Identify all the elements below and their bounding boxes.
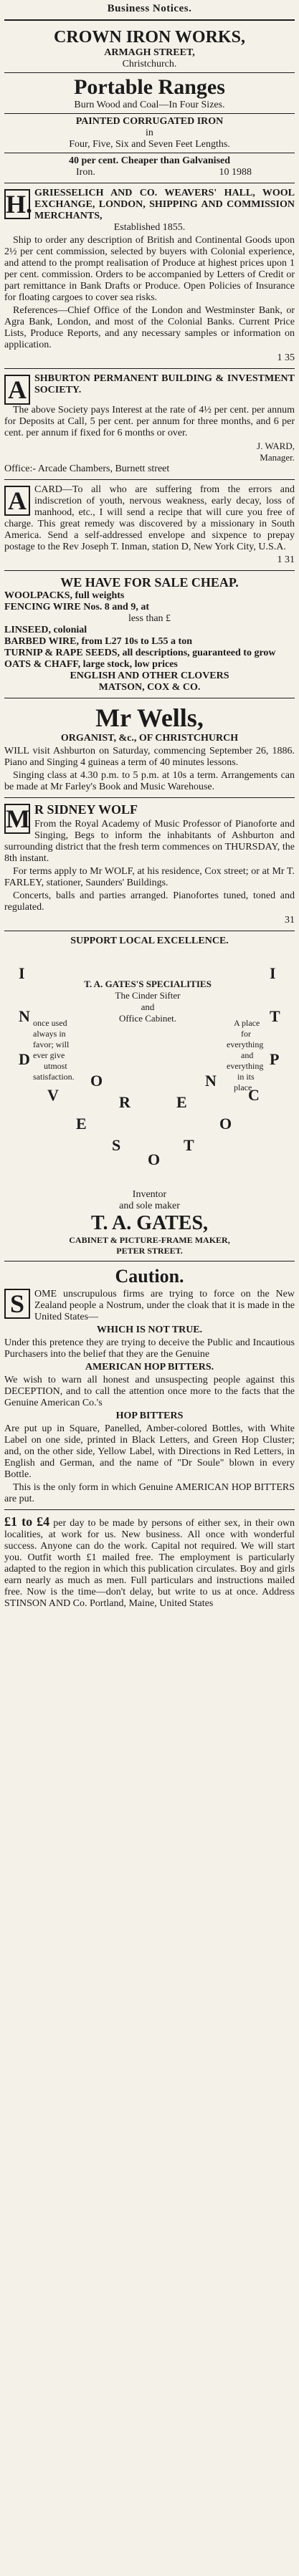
wolf-concerts: Concerts, balls and parties arranged. Pianofortes tuned, toned and regulated.	[4, 890, 295, 913]
gates-letter: D	[19, 1050, 30, 1068]
gates-col1: The Cinder Sifter	[115, 990, 181, 1001]
gates-right-note: and	[241, 1050, 254, 1060]
sale-l6: TURNIP & RAPE SEEDS, all descriptions, guaranteed to grow	[4, 648, 276, 658]
gates-street: PETER STREET.	[116, 1246, 183, 1256]
griesselich-intro: GRIESSELICH AND CO. WEAVERS' HALL, WOOL EXCHANGE, LONDON, SHIPPING AND COMMISSION MERCHANTS,	[34, 188, 295, 221]
gates-letter: R	[119, 1093, 130, 1111]
money-amount: £1 to £4	[4, 1514, 50, 1529]
gates-letter: O	[219, 1115, 232, 1133]
crown-line3: Christchurch.	[122, 59, 177, 69]
sale-l8: ENGLISH AND OTHER CLOVERS	[70, 671, 229, 681]
card-ad	[4, 484, 295, 566]
gates-diamond	[4, 950, 295, 1186]
header-rule	[4, 19, 295, 21]
caution-p5: We wish to warn all honest and unsuspecting people against this DECEPTION, and to call the attention once more to the facts that the Genuine American Co.'s	[4, 1375, 295, 1408]
gates-letter: I	[19, 964, 25, 982]
gates-sub: T. A. GATES'S SPECIALITIES	[84, 979, 212, 989]
ashburton-office: Office:- Arcade Chambers, Burnett street	[4, 463, 170, 474]
wolf-title: R SIDNEY WOLF	[34, 802, 138, 817]
caution-p7: Are put up in Square, Panelled, Amber-colored Bottles, with White Label on one side, printed in Black Letters, and Green Hop Cluster; and, on the other side, Yellow Label, with Directions in Red Letters, in English and German, and the name of "Dr Soule" blown in every Bottle.	[4, 1423, 295, 1480]
gates-letter: S	[112, 1136, 121, 1154]
caution-ad	[4, 1266, 295, 1505]
gates-col2: Office Cabinet.	[119, 1013, 176, 1024]
sale-l5: BARBED WIRE, from L27 10s to L55 a ton	[4, 636, 193, 647]
caution-title: Caution.	[115, 1266, 184, 1287]
gates-letter: O	[90, 1072, 103, 1090]
sale-ad	[4, 575, 295, 693]
crown-line5: Four, Five, Six and Seven Feet Lengths.	[69, 139, 230, 150]
crown-divider-1	[4, 72, 295, 73]
gates-letter: C	[248, 1086, 260, 1104]
gates-left-note: ever give	[33, 1050, 65, 1060]
gates-letter: N	[19, 1007, 30, 1025]
gates-right-note: for	[241, 1029, 251, 1039]
gates-bottom1: Inventor	[132, 1189, 167, 1200]
money-body: per day to be made by persons of either sex, in their own localities, at work for us. New business. All once with wonderful success. Anyone can do the work. Capital not required. We will start you. Outfit worth £1 mailed free. The employment is particularly adapted to the region in which this publication circulates. Boy and girls earn nearly as much as men. Full particulars and instructions mailed free. Now is the time—don't delay, but write to us at once. Address STINSON AND Co. Portland, Maine, United States	[4, 1518, 295, 1609]
caution-p3: Under this pretence they are trying to deceive the Public and Incautious Purchasers into the belief that they are the Genuine	[4, 1337, 295, 1360]
wells-body: WILL visit Ashburton on Saturday, commencing September 26, 1886. Piano and Singing 4 guineas a term of 40 minutes lessons.	[4, 746, 295, 768]
divider	[4, 1509, 295, 1510]
gates-right-note: everything	[227, 1061, 264, 1071]
sale-title: WE HAVE FOR SALE CHEAP.	[60, 575, 239, 590]
gates-trade: CABINET & PICTURE-FRAME MAKER,	[69, 1235, 230, 1245]
griesselich-ref-no: 1 35	[277, 352, 295, 363]
wolf-dropcap: M	[6, 804, 30, 833]
ashburton-sig2: Manager.	[260, 452, 295, 463]
caution-p6: HOP BITTERS	[115, 1410, 184, 1421]
wells-body2: Singing class at 4.30 p.m. to 5 p.m. at 10s a term. Arrangements can be made at Mr Farley's Book and Music Warehouse.	[4, 770, 295, 792]
gates-letter: P	[270, 1050, 280, 1068]
wells-line1: ORGANIST, &c., OF CHRISTCHURCH	[60, 733, 239, 744]
gates-bottom2: and sole maker	[119, 1201, 180, 1211]
crown-section: PAINTED CORRUGATED IRON	[75, 116, 224, 127]
gates-letter: O	[148, 1150, 161, 1168]
caution-p2: WHICH IS NOT TRUE.	[96, 1325, 203, 1335]
crown-iron-works-ad	[4, 25, 295, 178]
gates-title: SUPPORT LOCAL EXCELLENCE.	[70, 936, 229, 946]
sale-l2: FENCING WIRE Nos. 8 and 9, at	[4, 602, 149, 612]
gates-name: T. A. GATES,	[90, 1212, 209, 1234]
money-ad	[4, 1514, 295, 1610]
crown-line4: in	[146, 128, 153, 138]
gates-letter: V	[47, 1086, 59, 1104]
wells-ad	[4, 703, 295, 793]
wolf-terms: For terms apply to Mr WOLF, at his residence, Cox street; or at Mr T. FARLEY, stationer, Saunders' Buildings.	[4, 866, 295, 888]
griesselich-ad	[4, 188, 295, 364]
page-header: Business Notices.	[107, 3, 192, 14]
divider	[4, 797, 295, 798]
gates-left-note: satisfaction.	[33, 1072, 75, 1082]
gates-left-note: always in	[33, 1029, 66, 1039]
caution-dropcap: S	[4, 1289, 30, 1319]
ashburton-dropcap: A	[4, 375, 30, 405]
wolf-ad	[4, 802, 295, 926]
gates-letter: E	[76, 1115, 87, 1133]
caution-p1: OME unscrupulous firms are trying to force on the New Zealand people a Nostrum, under the cloak that it is made in the United States—	[34, 1289, 295, 1322]
sale-l4: LINSEED, colonial	[4, 625, 87, 635]
gates-letter: N	[205, 1072, 217, 1090]
gates-letter: T	[184, 1136, 194, 1154]
griesselich-est: Established 1855.	[113, 222, 186, 233]
ashburton-ad	[4, 373, 295, 475]
gates-left-note: favor; will	[33, 1039, 70, 1049]
crown-line7: Iron.	[76, 167, 95, 178]
crown-title: Portable Ranges	[74, 75, 225, 99]
gates-col3: and	[141, 1001, 155, 1012]
gates-letter: I	[270, 964, 276, 982]
card-ref-no: 1 31	[277, 554, 295, 565]
crown-line6: 40 per cent. Cheaper than Galvanised	[68, 155, 231, 166]
ashburton-title: SHBURTON PERMANENT BUILDING & INVESTMENT SOCIETY.	[34, 373, 295, 395]
crown-line1: CROWN IRON WORKS,	[54, 28, 245, 47]
wells-title: Mr Wells,	[95, 703, 204, 732]
griesselich-refs: References—Chief Office of the London and Westminster Bank, or Agra Bank, London, and most of the Colonial Banks. Current Price Lists, Produce Reports, and any necessary samples or information on application.	[4, 305, 295, 350]
gates-letter: T	[270, 1007, 280, 1025]
caution-p8: This is the only form in which Genuine AMERICAN HOP BITTERS are put.	[4, 1482, 295, 1504]
gates-right-note: A place	[234, 1018, 260, 1028]
crown-line2: ARMAGH STREET,	[104, 47, 195, 58]
sale-l3: less than £	[128, 613, 171, 624]
card-dropcap: A	[4, 486, 30, 516]
divider	[4, 368, 295, 369]
wolf-ref-no: 31	[285, 915, 295, 926]
caution-p4: AMERICAN HOP BITTERS.	[85, 1362, 214, 1373]
ashburton-sig: J. WARD,	[257, 441, 295, 451]
gates-right-note: in its	[237, 1072, 255, 1082]
gates-left-note: once used	[33, 1018, 67, 1028]
crown-divider-2	[4, 113, 295, 114]
ashburton-body: The above Society pays Interest at the rate of 4½ per cent. per annum for Deposits at Call, 5 per cent. per annum for three months, and 6 per cent. per annum if fixed for 6 months or over.	[4, 405, 295, 438]
card-body: CARD—To all who are suffering from the errors and indiscretion of youth, nervous weakness, early decay, loss of manhood, etc., I will send a recipe that will cure you free of charge. This great remedy was discovered by a missionary in South America. Send a self-addressed envelope and sixpence to prepay postage to the Rev Joseph T. Inman, station D, New York City, U.S.A.	[4, 484, 295, 552]
divider	[4, 570, 295, 571]
gates-left-note: utmost	[44, 1061, 67, 1071]
griesselich-body: Ship to order any description of British and Continental Goods upon 2½ per cent commission, selected by buyers with Colonial experience, and attend to the prompt realisation of Produce at highest prices upon 1 per cent. commission. Orders to be accompanied by Letters of Credit or part remittance in Bank Drafts or Produce. Open Policies of Insurance for floating cargoes to cover sea risks.	[4, 235, 295, 303]
crown-subtitle: Burn Wood and Coal—In Four Sizes.	[74, 100, 225, 110]
wolf-body: From the Royal Academy of Music Professor of Pianoforte and Singing, Begs to inform the inhabitants of Ashburton and surrounding district that the fresh term commences on THURSDAY, the 8th instant.	[4, 819, 295, 864]
gates-letter: E	[176, 1093, 187, 1111]
crown-line8: 10 1988	[219, 167, 252, 178]
sale-l1: WOOLPACKS, full weights	[4, 590, 125, 601]
gates-right-note: everything	[227, 1039, 264, 1049]
gates-ad	[4, 936, 295, 1256]
sale-l7: OATS & CHAFF, large stock, low prices	[4, 659, 178, 670]
crown-footer	[4, 167, 295, 178]
gates-middle	[72, 979, 223, 1024]
divider	[4, 479, 295, 480]
gates-right-note: place	[234, 1082, 252, 1092]
griesselich-dropcap: H.	[6, 190, 33, 218]
sale-l9: MATSON, COX & CO.	[98, 682, 201, 693]
